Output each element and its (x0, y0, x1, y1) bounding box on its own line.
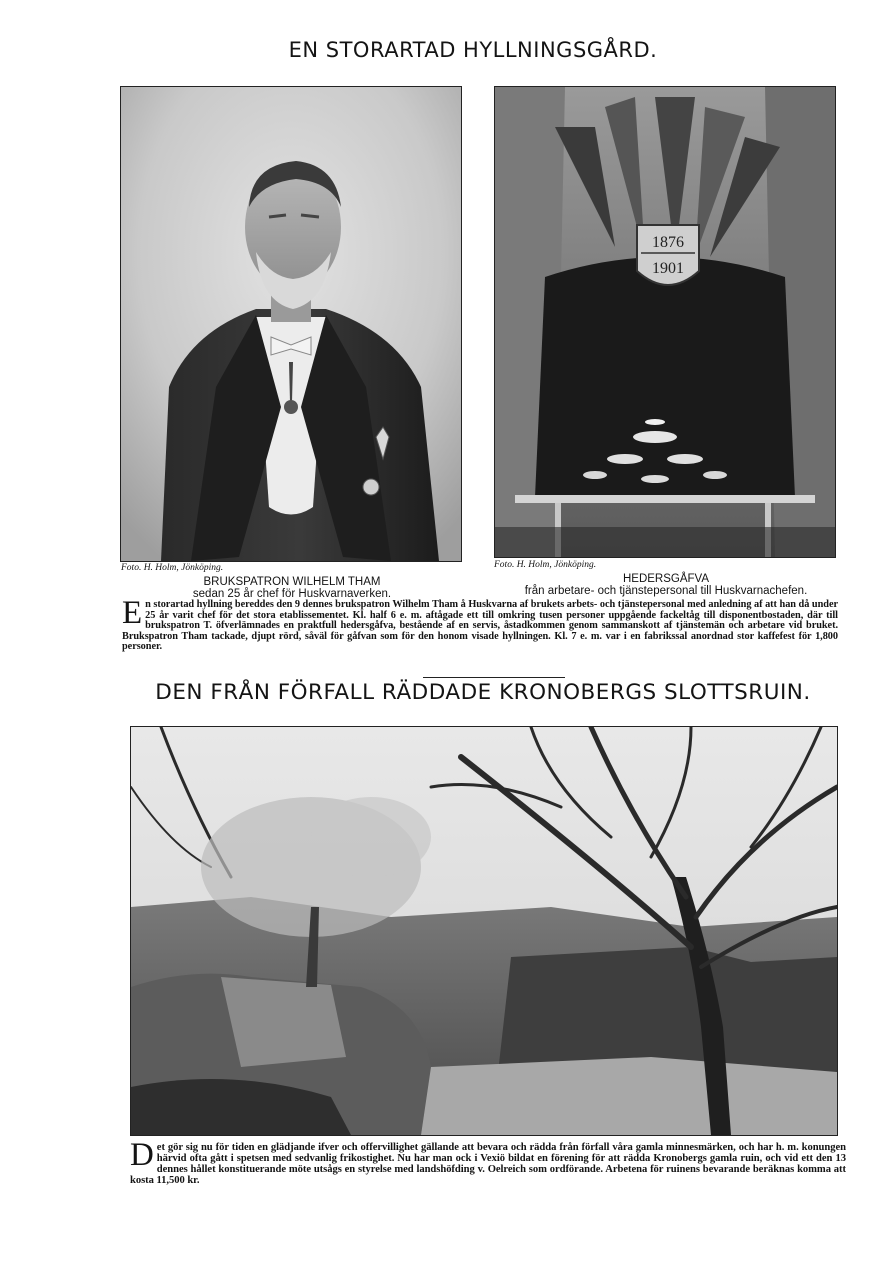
drop-cap: E (122, 595, 143, 631)
gift-caption-desc: från arbetare- och tjänstepersonal till Huskvarnachefen. (524, 585, 808, 597)
drop-cap: D (130, 1137, 154, 1173)
section-title: DEN FRÅN FÖRFALL RÄDDADE KRONOBERGS SLOTTSRUIN. (155, 680, 811, 705)
section-divider (423, 677, 565, 678)
shield-year-bottom: 1901 (652, 260, 684, 277)
portrait-caption-role: sedan 25 år chef för Huskvarnaverken. (192, 588, 392, 600)
portrait-photo (120, 86, 462, 562)
shield-year-top: 1876 (652, 234, 684, 251)
article-hyllning (122, 595, 838, 653)
article-hyllning-text: n storartad hyllning bereddes den 9 dennes brukspatron Wilhelm Tham å Huskvarna af brukets arbets- och tjänstepersonal med anledning af att han då under 25 år varit chef för det stora etablissementet. Kl. half 6 e. m. aftågade ett till omkring tusen personer uppgående fackeltåg till disponentbostaden, där till brukspatron T. öfverlämnades en praktfull hedersgåfva, bestående af en servis, åstadkommen genom sammanskott af tjänstemän och arbetare vid bruket. Brukspatron Tham tackade, djupt rörd, såväl för gåfvan som för den honom visade hyllningen. Kl. 7 e. m. var i en fabrikssal anordnad stor kaffefest för 1,800 personer. (122, 599, 838, 653)
article-kronoberg-text: et gör sig nu för tiden en glädjande ifver och offervillighet gällande att bevara och rädda från förfall våra gamla minnesmärken, och har h. m. konungen härvid ofta gått i spetsen med sedvanlig frikostighet. Nu har man ock i Vexiö bildat en förening för att rädda Kronobergs gamla ruin, och vid ett den 13 dennes hållet konstituerande möte utsågs en styrelse med landshöfding v. Oelreich som ordförande. Arbetena för ruinens bevarande beräknas komma att kosta 11,500 kr. (130, 1142, 846, 1186)
gift-caption-title: HEDERSGÅFVA (622, 573, 710, 585)
article-kronoberg (130, 1137, 846, 1186)
page-title: EN STORARTAD HYLLNINGSGÅRD. (288, 38, 658, 62)
portrait-caption-name: BRUKSPATRON WILHELM THAM (203, 576, 381, 588)
portrait-credit: Foto. H. Holm, Jönköping. (121, 563, 224, 573)
gift-photo (494, 86, 836, 558)
ruin-photo (130, 726, 838, 1136)
gift-credit: Foto. H. Holm, Jönköping. (494, 560, 597, 570)
